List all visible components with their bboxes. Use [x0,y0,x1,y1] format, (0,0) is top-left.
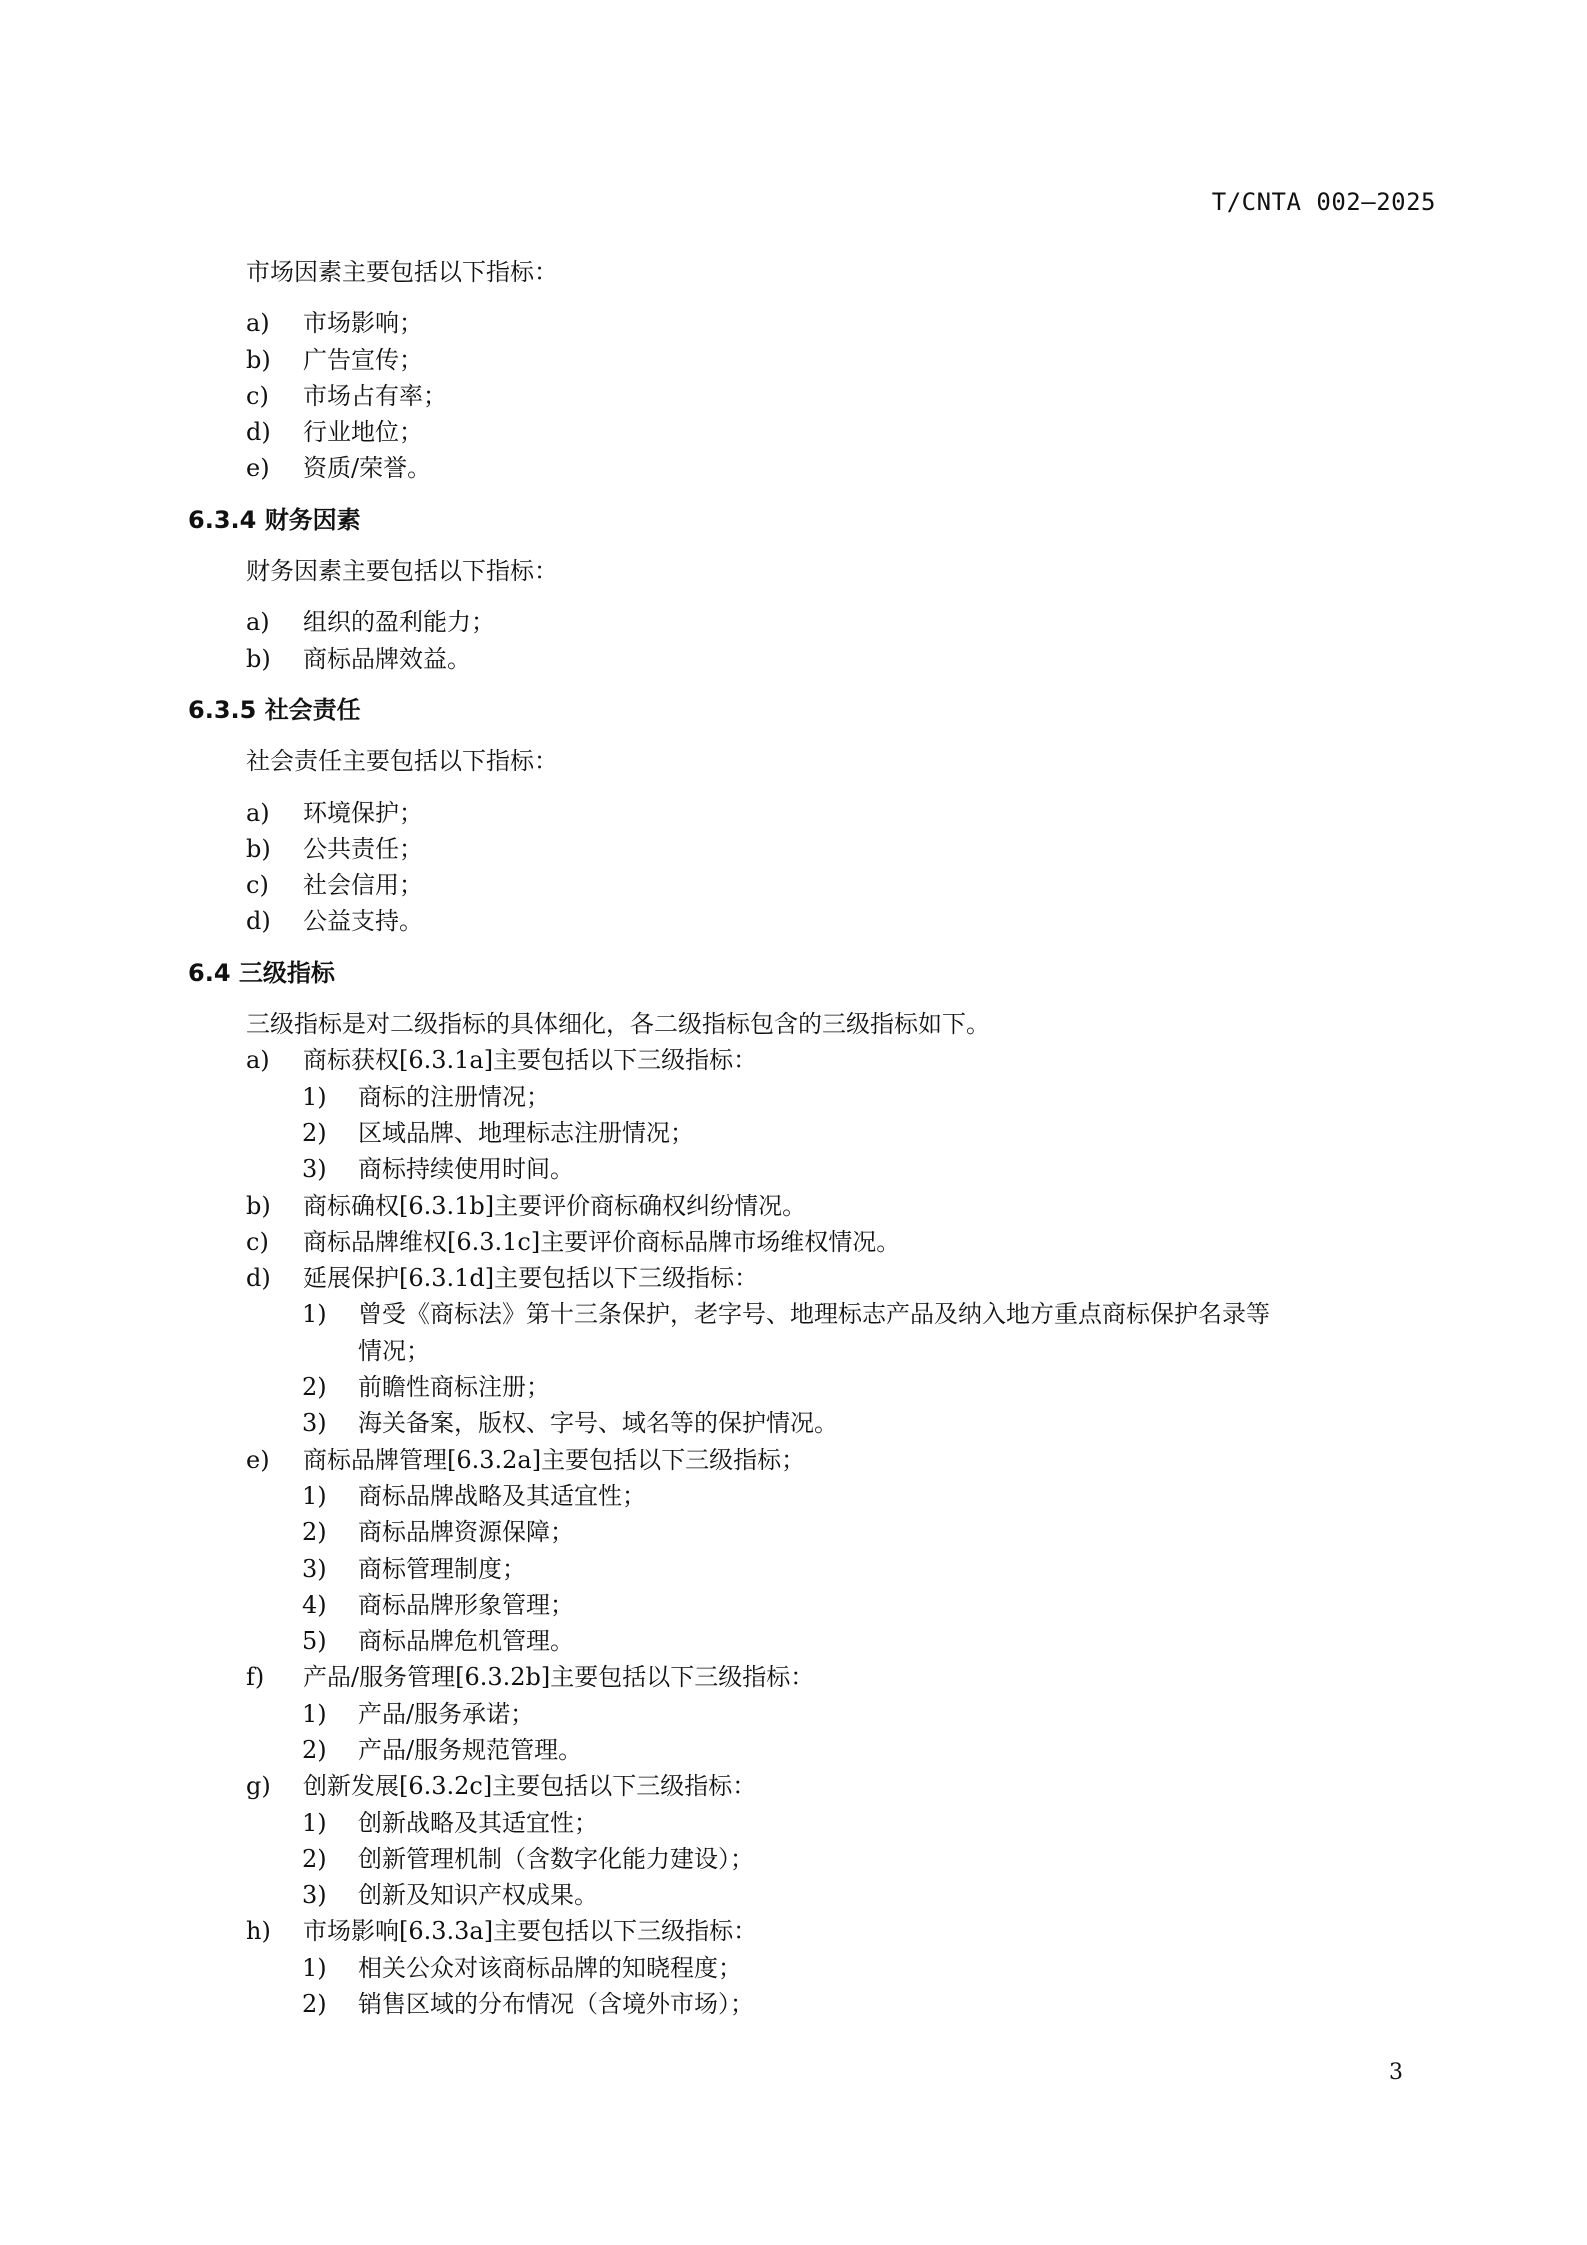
list-item: a) 环境保护； [246,798,423,827]
sub-list-item: 4) 商标品牌形象管理； [302,1590,574,1619]
sub-list-item: 2) 产品/服务规范管理。 [302,1735,583,1764]
section-heading-6-3-4: 6.3.4 财务因素 [188,505,361,534]
list-item: h) 市场影响[6.3.3a]主要包括以下三级指标： [246,1917,758,1946]
sub-list-item: 1) 商标品牌战略及其适宜性； [302,1481,646,1510]
sub-list-item: 2) 创新管理机制（含数字化能力建设）； [302,1844,754,1873]
level3-intro: 三级指标是对二级指标的具体细化，各二级指标包含的三级指标如下。 [246,1010,990,1039]
list-item: e) 商标品牌管理[6.3.2a]主要包括以下三级指标； [246,1445,806,1474]
list-item: a) 市场影响； [246,309,423,338]
list-item: b) 商标品牌效益。 [246,644,471,673]
list-item: b) 广告宣传； [246,345,423,374]
list-item: b) 公共责任； [246,834,423,863]
section-heading-6-4: 6.4 三级指标 [188,958,335,987]
sub-list-item: 5) 商标品牌危机管理。 [302,1627,574,1656]
sub-list-item: 1) 相关公众对该商标品牌的知晓程度； [302,1953,742,1982]
social-intro: 社会责任主要包括以下指标： [246,747,558,776]
list-item: e) 资质/荣誉。 [246,454,432,483]
list-item: c) 社会信用； [246,871,423,900]
page-number: 3 [1389,2060,1403,2085]
sub-list-item: 2) 商标品牌资源保障； [302,1518,574,1547]
sub-list-item: 2) 区域品牌、地理标志注册情况； [302,1118,694,1147]
sub-list-item: 2) 前瞻性商标注册； [302,1373,550,1402]
sub-list-item: 3) 创新及知识产权成果。 [302,1881,598,1910]
sub-list-item-continuation: 情况； [358,1336,430,1365]
document-code: T/CNTA 002—2025 [1211,188,1436,216]
list-item: c) 市场占有率； [246,381,447,410]
list-item: f) 产品/服务管理[6.3.2b]主要包括以下三级指标： [246,1663,815,1692]
sub-list-item: 1) 曾受《商标法》第十三条保护，老字号、地理标志产品及纳入地方重点商标保护名录等 [302,1300,1270,1329]
list-item: d) 行业地位； [246,418,423,447]
sub-list-item: 3) 海关备案，版权、字号、域名等的保护情况。 [302,1409,838,1438]
list-item: d) 公益支持。 [246,907,423,936]
sub-list-item: 1) 创新战略及其适宜性； [302,1808,598,1837]
list-item: c) 商标品牌维权[6.3.1c]主要评价商标品牌市场维权情况。 [246,1227,901,1256]
section-heading-6-3-5: 6.3.5 社会责任 [188,695,361,724]
sub-list-item: 3) 商标持续使用时间。 [302,1155,574,1184]
market-intro: 市场因素主要包括以下指标： [246,258,558,286]
sub-list-item: 3) 商标管理制度； [302,1554,526,1583]
sub-list-item: 1) 商标的注册情况； [302,1082,550,1111]
list-item: a) 商标获权[6.3.1a]主要包括以下三级指标： [246,1046,758,1075]
sub-list-item: 1) 产品/服务承诺； [302,1699,535,1728]
list-item: g) 创新发展[6.3.2c]主要包括以下三级指标： [246,1772,757,1801]
page-body [188,254,1438,2022]
list-item: a) 组织的盈利能力； [246,608,495,637]
sub-list-item: 2) 销售区域的分布情况（含境外市场）； [302,1990,754,2019]
finance-intro: 财务因素主要包括以下指标： [246,557,558,586]
list-item: b) 商标确权[6.3.1b]主要评价商标确权纠纷情况。 [246,1191,807,1220]
list-item: d) 延展保护[6.3.1d]主要包括以下三级指标： [246,1264,759,1293]
